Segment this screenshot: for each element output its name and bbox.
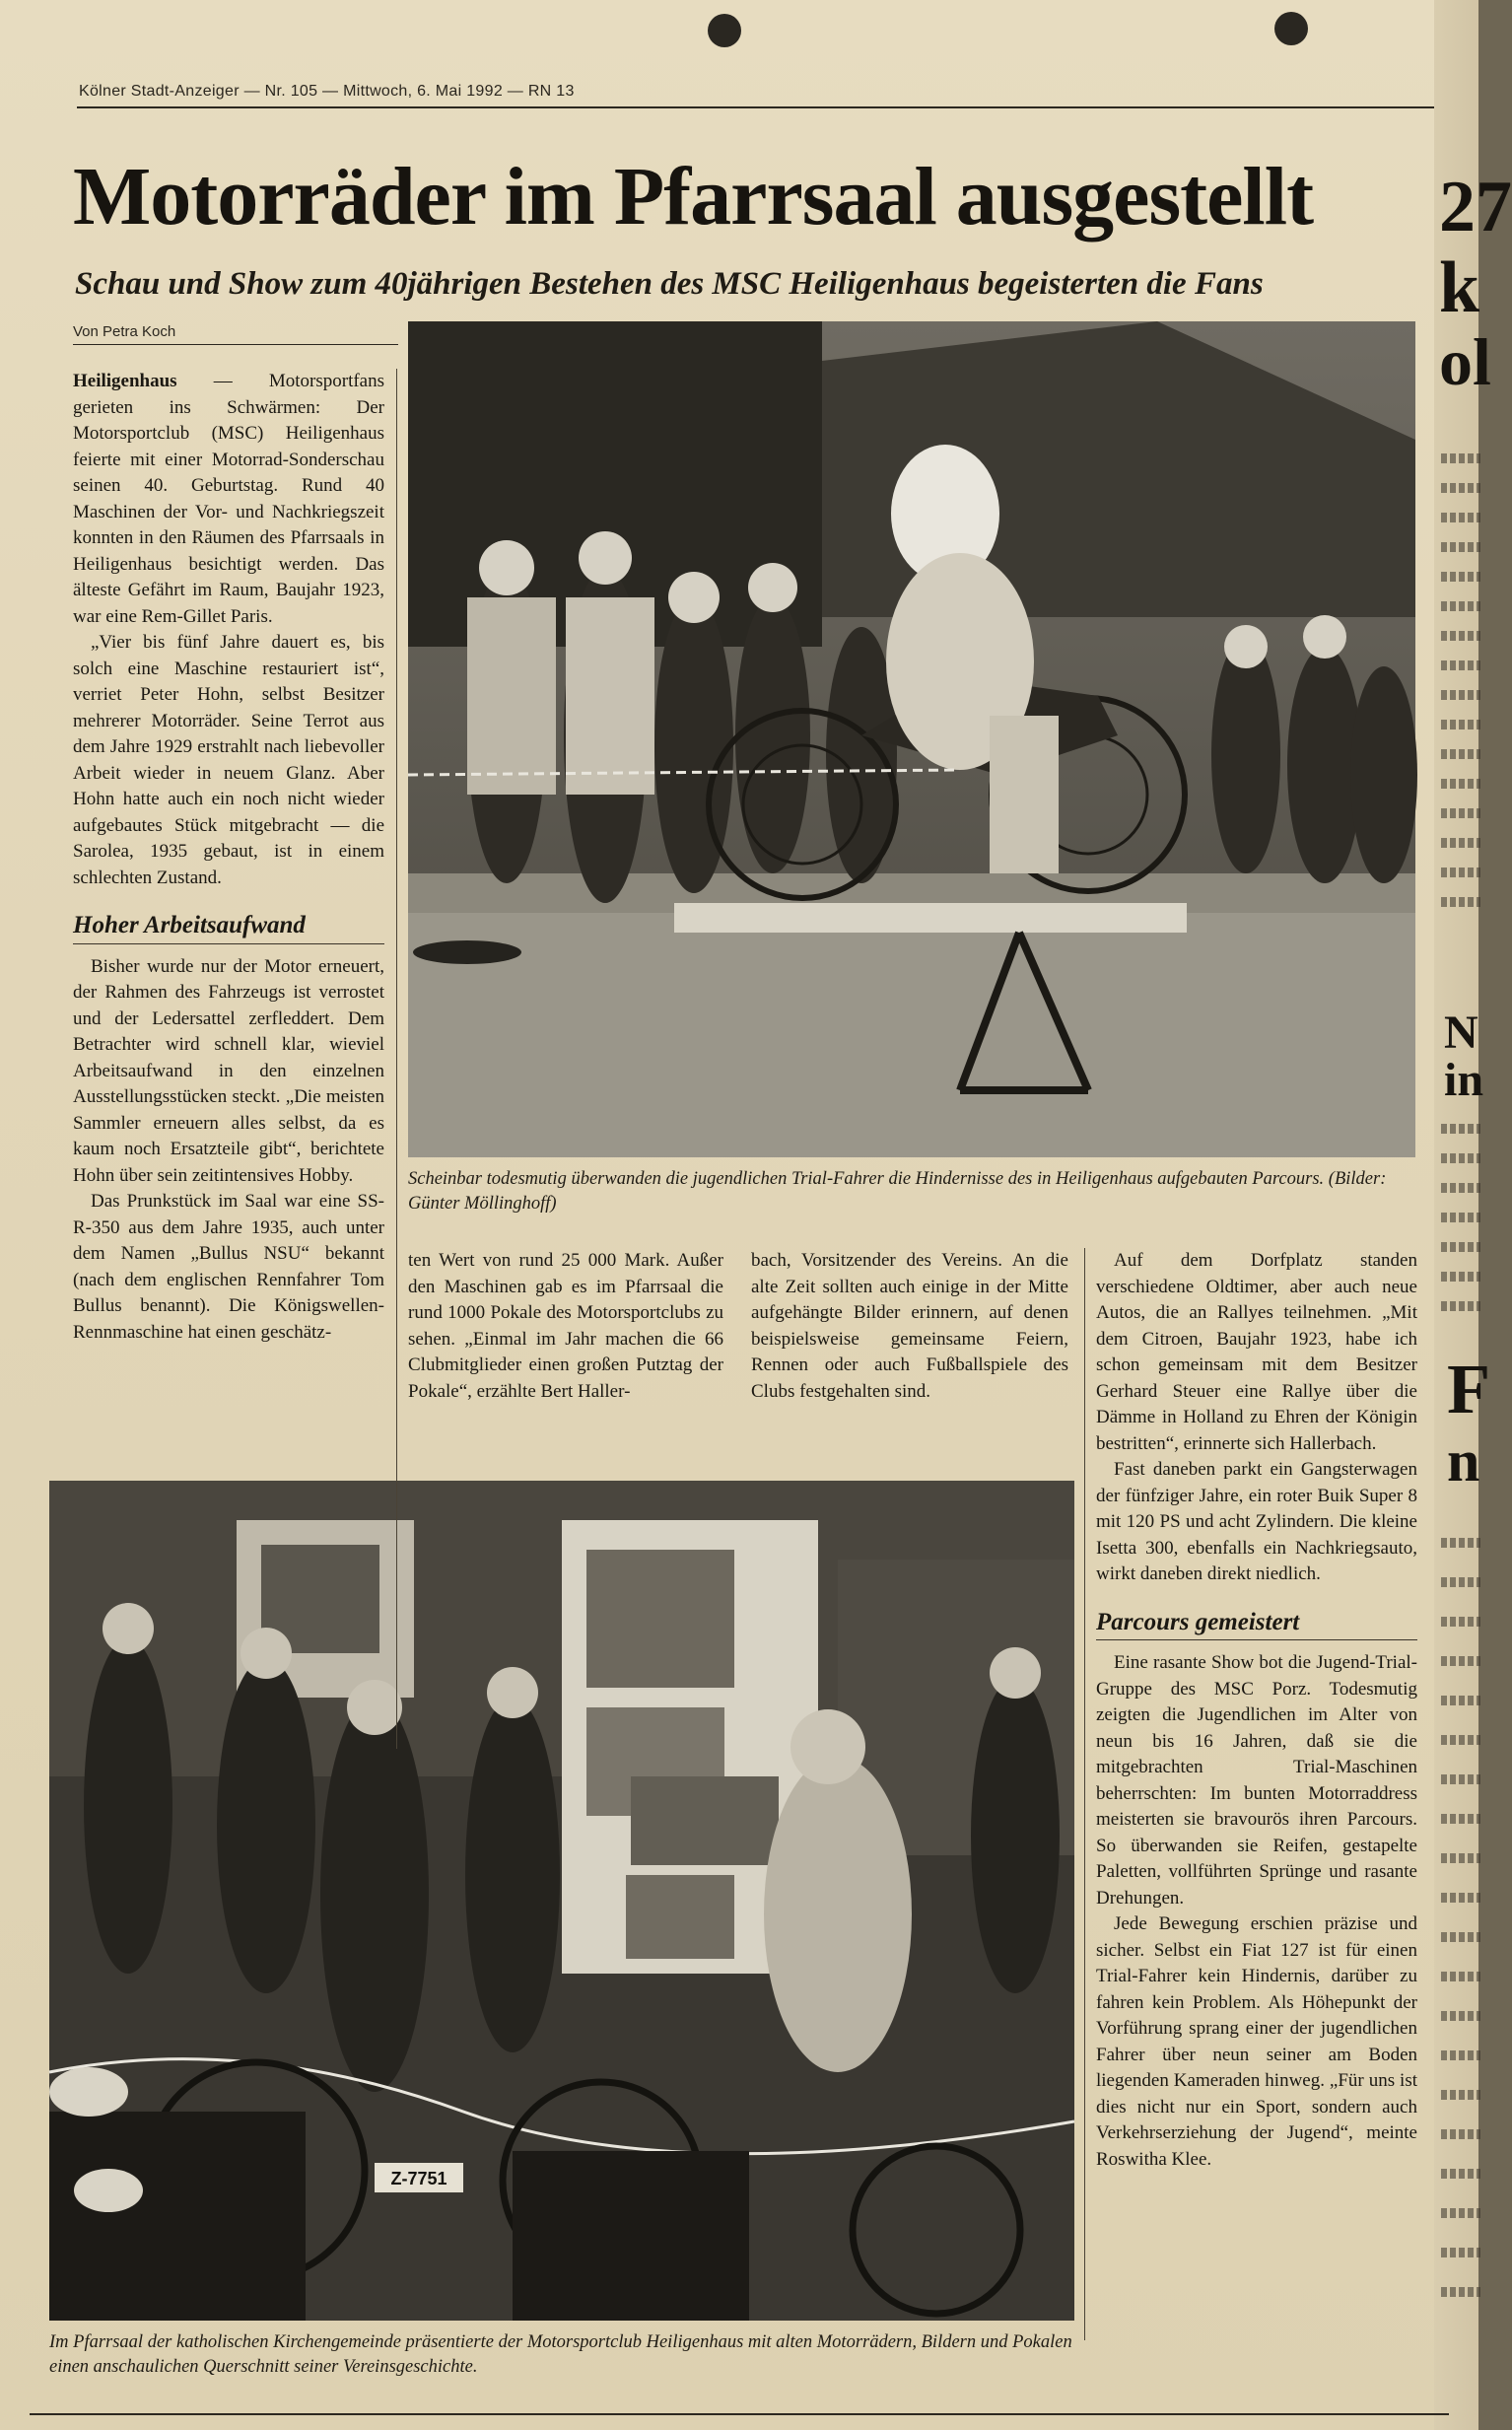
adjacent-text-line [1441, 1735, 1480, 1745]
column-4-paragraph-3: Eine rasante Show bot die Jugend-Trial-Gruppe des MSC Porz. Todesmutig zeigten die Jugendlichen im Alter von neun bis 16 Jahren, daß sie die mitgebrachten Trial-Maschinen beherrschten: Im bunten Motorraddress meisterten sie bravourös ihren Parcours. So überwanden sie Reifen, gestapelte Paletten, vollführten Sprünge und rasante Drehungen. [1096, 1652, 1417, 1909]
adjacent-text-line [1441, 1242, 1480, 1252]
adjacent-text-line [1441, 1853, 1480, 1863]
adjacent-text-line [1441, 2090, 1480, 2100]
adjacent-text-line [1441, 2169, 1480, 2179]
subheading-arbeitsaufwand: Hoher Arbeitsaufwand [73, 913, 384, 944]
column-3-text: bach, Vorsitzender des Vereins. An die alte Zeit sollten auch einige in der Mitte aufgehängte Bilder erinnern, auf denen beispielsweise gemeinsame Feiern, Rennen oder auch Fußballspiele des Clubs festgehalten sind. [751, 1250, 1068, 1402]
adjacent-text-line [1441, 808, 1480, 818]
adjacent-text-line [1441, 1972, 1480, 1981]
adjacent-headline-fragment-3: ol [1439, 324, 1491, 399]
adjacent-text-line [1441, 572, 1480, 582]
article-column-4 [1096, 1248, 1417, 2342]
license-plate-text: Z-7751 [390, 2169, 447, 2188]
exhibition-illustration [49, 1481, 1074, 2321]
subheadline: Schau und Show zum 40jährigen Bestehen des MSC Heiligenhaus begeisterten die Fans [75, 266, 1264, 302]
intro-text: — Motorsportfans gerieten ins Schwärmen: Der Motorsportclub (MSC) Heiligenhaus feierte mit einer Motorrad-Sonderschau seinen 40. Geburtstag. Rund 40 Maschinen der Vor- und Nachkriegszeit konnten in den Räumen des Pfarrsaals in Heiligenhaus besichtigt werden. Das älteste Gefährt im Raum, Baujahr 1923, war eine Rem-Gillet Paris. [73, 371, 384, 627]
punch-hole-right [1274, 12, 1308, 45]
adjacent-text-line [1441, 838, 1480, 848]
masthead: Kölner Stadt-Anzeiger — Nr. 105 — Mittwoch, 6. Mai 1992 — RN 13 [79, 83, 575, 100]
column-4-paragraph-1: Auf dem Dorfplatz standen verschiedene Oldtimer, aber auch neue Autos, die an Rallyes teilnehmen. „Mit dem Citroen, Baujahr 1923, habe ich schon gemeinsam mit dem Besitzer Gerhard Steuer eine Rallye über die Dämme in Holland zu Ehren der Königin bestritten“, erinnerte sich Hallerbach. [1096, 1250, 1417, 1454]
caption-top-photo: Scheinbar todesmutig überwanden die jugendlichen Trial-Fahrer die Hindernisse des in Heiligenhaus aufgebauten Parcours. (Bilder: Günter Möllinghoff) [408, 1169, 1387, 1214]
adjacent-text-line [1441, 2129, 1480, 2139]
adjacent-text-line [1441, 513, 1480, 522]
adjacent-text-line [1441, 1893, 1480, 1903]
adjacent-headline-fragment-2: k [1439, 247, 1480, 328]
adjacent-text-line [1441, 542, 1480, 552]
paragraph-intro [73, 369, 384, 630]
adjacent-text-line [1441, 2248, 1480, 2257]
photo-trial-rider [408, 321, 1415, 1157]
column-4-paragraph-2: Fast daneben parkt ein Gangsterwagen der fünfziger Jahre, ein roter Buik Super 8 mit 120 PS und acht Zylindern. Die kleine Isetta 300, ebenfalls ein Nachkriegsauto, wirkt daneben direkt niedlich. [1096, 1459, 1417, 1584]
page-bottom-rule [30, 2413, 1449, 2415]
photo-exhibition [49, 1481, 1074, 2321]
adjacent-text-line [1441, 1213, 1480, 1222]
adjacent-text-line [1441, 749, 1480, 759]
article-column-2 [408, 1248, 723, 1405]
adjacent-headline-fragment-1: 27 [1439, 167, 1512, 247]
adjacent-headline-fragment-5: in [1444, 1054, 1484, 1106]
adjacent-headline-fragment-4: N [1444, 1007, 1478, 1059]
adjacent-headline-fragment-6: F [1447, 1350, 1490, 1428]
masthead-rule [77, 106, 1478, 108]
adjacent-text-line [1441, 1124, 1480, 1134]
adjacent-text-line [1441, 1932, 1480, 1942]
adjacent-text-line [1441, 1577, 1480, 1587]
adjacent-text-line [1441, 1696, 1480, 1705]
adjacent-text-line [1441, 483, 1480, 493]
adjacent-text-line [1441, 631, 1480, 641]
adjacent-text-line [1441, 1538, 1480, 1548]
adjacent-text-line [1441, 1153, 1480, 1163]
adjacent-text-line [1441, 1301, 1480, 1311]
byline: Von Petra Koch [73, 323, 398, 345]
paragraph-2: „Vier bis fünf Jahre dauert es, bis solch eine Maschine restauriert ist“, verriet Peter Hohn, selbst Besitzer mehrerer Motorräder. Seine Terrot aus dem Jahre 1929 erstrahlt nach liebevoller Arbeit wieder in neuem Glanz. Aber Hohn hatte auch ein noch nicht wieder aufgebautes Stück mitgebracht — die Sarolea, 1935 gebaut, ist in einem schlechten Zustand. [73, 632, 384, 888]
adjacent-text-line [1441, 2208, 1480, 2218]
trial-rider-illustration [408, 321, 1415, 1157]
adjacent-text-line [1441, 453, 1480, 463]
headline: Motorräder im Pfarrsaal ausgestellt [73, 151, 1314, 243]
adjacent-text-line [1441, 1814, 1480, 1824]
adjacent-text-line [1441, 1617, 1480, 1627]
adjacent-text-line [1441, 601, 1480, 611]
adjacent-text-line [1441, 2011, 1480, 2021]
caption-bottom-photo: Im Pfarrsaal der katholischen Kirchengemeinde präsentierte der Motorsportclub Heiligenhaus mit alten Motorrädern, Bildern und Pokalen einen anschaulichen Querschnitt seiner Vereinsgeschichte. [49, 2332, 1072, 2377]
adjacent-text-line [1441, 2287, 1480, 2297]
adjacent-text-line [1441, 690, 1480, 700]
column-divider-2 [1084, 1248, 1085, 2340]
adjacent-text-line [1441, 779, 1480, 789]
subheading-parcours: Parcours gemeistert [1096, 1610, 1417, 1641]
adjacent-text-line [1441, 868, 1480, 877]
adjacent-text-line [1441, 1774, 1480, 1784]
place-name: Heiligenhaus [73, 371, 177, 391]
adjacent-text-line [1441, 1272, 1480, 1282]
adjacent-text-line [1441, 1183, 1480, 1193]
punch-hole-left [708, 14, 741, 47]
paragraph-4: Das Prunkstück im Saal war eine SS-R-350 aus dem Jahre 1935, auch unter dem Namen „Bullus NSU“ bekannt (nach dem englischen Rennfahrer Tom Bullus benannt). Die Königswellen-Rennmaschine hat einen geschätz- [73, 1191, 384, 1343]
adjacent-text-line [1441, 1656, 1480, 1666]
adjacent-text-line [1441, 660, 1480, 670]
article-column-3 [751, 1248, 1068, 1405]
adjacent-text-line [1441, 2050, 1480, 2060]
adjacent-headline-fragment-7: n [1447, 1428, 1480, 1493]
paragraph-3: Bisher wurde nur der Motor erneuert, der Rahmen des Fahrzeugs ist verrostet und der Ledersattel zerfleddert. Dem Betrachter wird schnell klar, wieviel Arbeitsaufwand in den einzelnen Ausstellungsstücken steckt. „Die meisten Sammler erneuern alles selbst, da es kaum noch Ersatzteile gibt“, berichtete Hohn über sein zeitintensives Hobby. [73, 955, 384, 1186]
adjacent-text-line [1441, 720, 1480, 729]
column-4-paragraph-4: Jede Bewegung erschien präzise und sicher. Selbst ein Fiat 127 ist für einen Trial-Fahrer kein Hindernis, darüber zu fahren kein Problem. Als Höhepunkt der Vorführung sprang einer der jugendlichen Fahrer über neun seiner am Boden liegenden Kameraden hinweg. „Für uns ist dies nicht nur ein Sport, sondern auch Verkehrserziehung der Jugend“, meinte Roswitha Klee. [1096, 1913, 1417, 2170]
column-divider-1 [396, 369, 397, 1749]
column-2-text: ten Wert von rund 25 000 Mark. Außer den Maschinen gab es im Pfarrsaal die rund 1000 Pokale des Motorsportclubs zu sehen. „Einmal im Jahr machen die 66 Clubmitglieder einen großen Putztag der Pokale“, erzählte Bert Haller- [408, 1250, 723, 1402]
adjacent-text-line [1441, 897, 1480, 907]
